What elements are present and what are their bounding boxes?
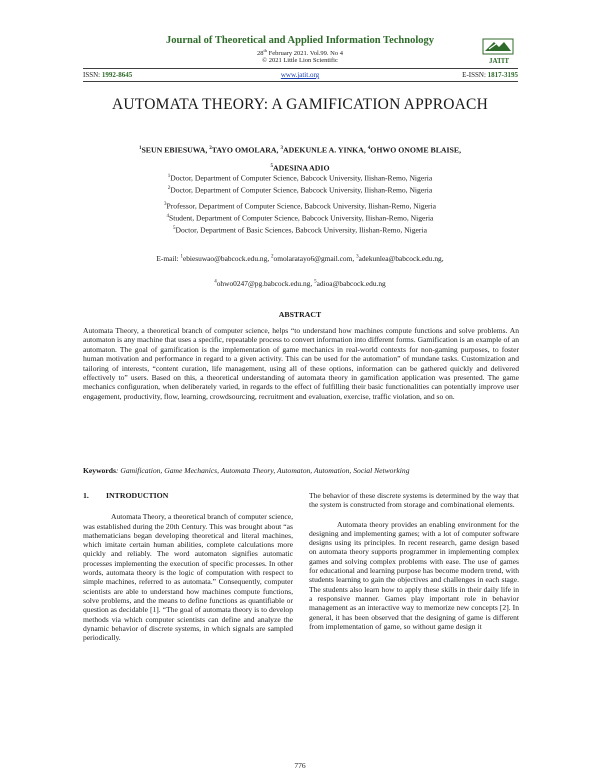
affiliation-line: $^5$Doctor, Department of Basic Sciences, Babcock University, Ilishan-Remo, Nigeria — [173, 225, 427, 235]
journal-url-link[interactable]: www.jatit.org — [280, 71, 320, 79]
abstract-heading: ABSTRACT — [278, 310, 322, 319]
affiliation-line: $^1$Doctor, Department of Computer Science, Babcock University, Ilishan-Remo, Nigeria — [167, 173, 433, 183]
email-link[interactable]: ebiesuwao@babcock.edu.ng, — [182, 254, 272, 263]
intro-paragraph-1: Automata Theory, a theoretical branch of computer science, was established during the 20th Century. This was brought about “as mathematicians began developing theoretical and literal machines, which imitate certain human abilities, complete calculations more quickly and reliably. The word automaton signifies automatic processes implementing the execution of specific processes. In other words, automata theory is the logic of computation with respect to simple machines, referred to as automata.” Consequently, computer scientists are able to understand how machines compute functions, solve problems, and the means to define functions as quantifiable or question as decidable [1]. “The goal of automata theory is to develop methods via which computer scientists can define and analyze the dynamic behavior of discrete systems, in which signals are sampled periodically. — [83, 512, 293, 643]
keywords: Keywords: Gamification, Game Mechanics, Automata Theory, Automaton, Automation, Social Networking — [83, 466, 410, 475]
paper-title: AUTOMATA THEORY: A GAMIFICATION APPROACH — [112, 96, 488, 113]
email-link[interactable]: adioa@babcock.edu.ng — [316, 279, 386, 288]
authors-line-1: $^1$SEUN EBIESUWA, $^2$TAYO OMOLARA, $^3$ADEKUNLE A. YINKA, $^4$OHWO ONOME BLAISE, — [138, 145, 462, 155]
email-link[interactable]: omolaratayo6@gmail.com, — [273, 254, 357, 263]
header-rule-bottom — [83, 81, 518, 82]
issue-date: 28th February 2021. Vol.99. No 4 — [257, 48, 343, 58]
header-rule-top — [83, 68, 518, 69]
intro-paragraph-3: Automata theory provides an enabling environment for the designing and implementing games; with a lot of computer software designs using its principles. In recent research, game design based on automata theory supports programmer in implementing complex games and solving complex problems with ease. The use of games for educational and learning purpose has become modern trend, with students learning to gain the objectives and challenges in each stage. The students also learn how to apply these skills in their daily life in a responsive manner. Games play important role in behavior management as an interactive way to memorize new concepts [2]. In general, it has been observed that the designing of game is different from implementation of game, so without game design it — [309, 519, 519, 631]
affiliations — [0, 172, 600, 236]
affiliation-line: $^4$Student, Department of Computer Science, Babcock University, Ilishan-Remo, Nigeria — [166, 213, 434, 223]
affiliation-line: $^3$Professor, Department of Computer Science, Babcock University, Ilishan-Remo, Nigeria — [163, 201, 437, 211]
logo-text: JATIT — [488, 57, 510, 65]
email-link[interactable]: adekunlea@babcock.edu.ng, — [358, 254, 444, 263]
author-list — [0, 141, 600, 176]
affiliation-line: $^2$Doctor, Department of Computer Science, Babcock University, Ilishan-Remo, Nigeria — [167, 185, 433, 195]
section-heading: 1. INTRODUCTION — [83, 491, 169, 500]
left-column — [83, 491, 293, 642]
email-line-2: $^4$ohwo0247@pg.babcock.edu.ng, $^5$adioa@babcock.edu.ng — [214, 279, 386, 288]
eissn: E-ISSN: 1817-3195 — [462, 71, 518, 79]
right-column — [309, 491, 519, 631]
email-line-1: E-mail: $^1$ebiesuwao@babcock.edu.ng, $^2$omolaratayo6@gmail.com, $^3$adekunlea@babcock.edu.ng, — [156, 254, 444, 263]
authors-line-2: $^5$ADESINA ADIO — [270, 163, 330, 173]
issn: ISSN: 1992-8645 — [83, 71, 133, 79]
email-link[interactable]: ohwo0247@pg.babcock.edu.ng, — [216, 279, 315, 288]
copyright-line: © 2021 Little Lion Scientific — [262, 57, 338, 64]
journal-title: Journal of Theoretical and Applied Information Technology — [166, 35, 434, 46]
journal-logo — [480, 36, 518, 66]
abstract-text: Automata Theory, a theoretical branch of computer science, helps “to understand how machines compute functions and solve problems. An automaton is any machine that uses a specific, repeatable process to convert information into different forms. Gamification is an example of an automaton. The goal of gamification is the implementation of game mechanics in real-world contexts for non-gaming purposes, to foster human motivation and performance in regard to a given activity. This can be used for the automation” of mundane tasks. Customization and tailoring of interests, “content curation, life management, using all of these options, information can be gathered quickly and delivered effectively to” users. Based on this, a theoretical understanding of automata theory in gamification application was presented. The game mechanics configuration, when deliberately varied, in regards to the effect of fulfilling their basic functionalities can potentially improve user engagement, productivity, flow, learning, crowdsourcing, recruitment and evaluation, exercise, traffic violation, and so on. — [83, 326, 519, 401]
page-number: 776 — [294, 761, 306, 770]
intro-paragraph-2: The behavior of these discrete systems is determined by the way that the system is constructed from storage and combinational elements. — [309, 491, 519, 510]
